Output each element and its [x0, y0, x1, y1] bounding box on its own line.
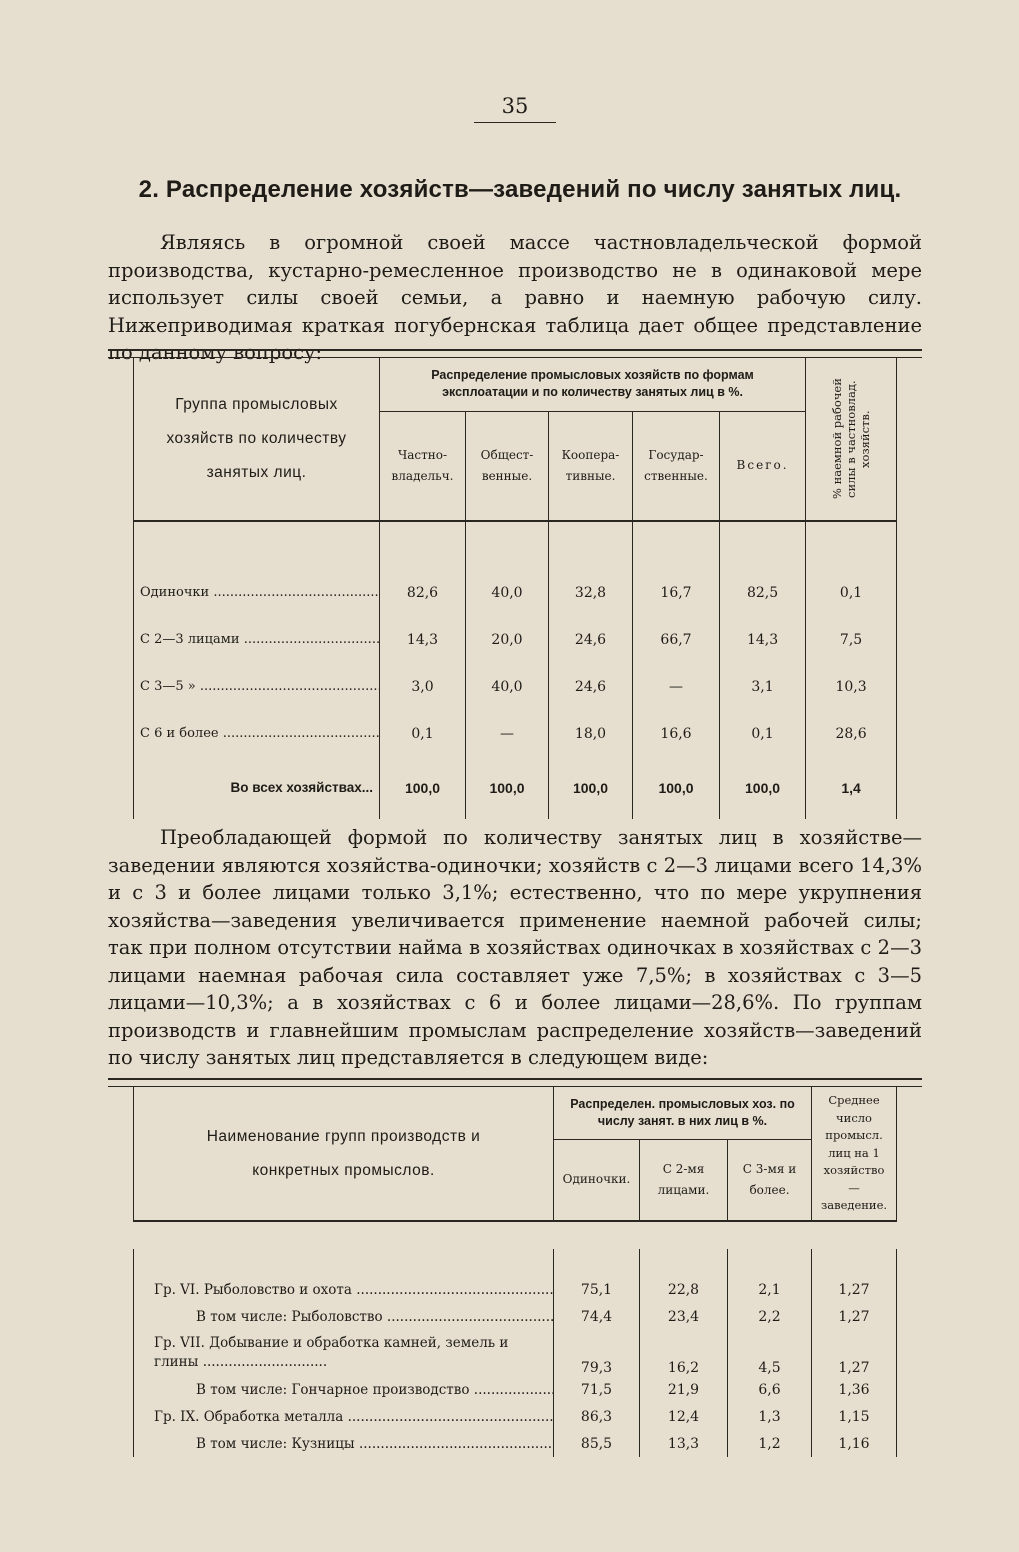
cell-value: 2,1: [728, 1276, 812, 1303]
cell-value: 100,0: [720, 757, 806, 819]
cell-value: 100,0: [466, 757, 549, 819]
cell-value: 1,4: [806, 757, 897, 819]
cell-value: 23,4: [640, 1303, 728, 1330]
total-label: Во всех хозяйствах: [230, 780, 362, 795]
row-label: В том числе: Кузницы .....: [196, 1436, 554, 1452]
table-total-row: Во всех хозяйствах... 100,0 100,0 100,0 100,0 100,0 1,4: [134, 757, 897, 819]
cell-value: 40,0: [466, 569, 549, 616]
table1-hired-labor-label: % наемной рабочей силы в частновлад. хозяйств.: [830, 378, 873, 499]
cell-value: 1,36: [812, 1376, 897, 1403]
cell-value: 0,1: [806, 569, 897, 616]
row-label: Гр. VI. Рыболовство и охота .....: [154, 1282, 554, 1298]
table-row: [134, 1430, 897, 1457]
cell-value: 14,3: [380, 616, 466, 663]
cell-value: 13,3: [640, 1430, 728, 1457]
table-by-production-groups: [133, 1087, 897, 1457]
table1-col-cooperative: Коопера-тивные.: [549, 411, 633, 521]
cell-value: 32,8: [549, 569, 633, 616]
table-row: [134, 710, 897, 757]
cell-value: 3,0: [380, 663, 466, 710]
row-label: С 2—3 лицами .....: [140, 632, 380, 647]
cell-value: 3,1: [720, 663, 806, 710]
table-row: [134, 569, 897, 616]
row-label: В том числе: Гончарное производство .....: [196, 1382, 554, 1398]
table-row: [134, 616, 897, 663]
cell-value: 1,2: [728, 1430, 812, 1457]
cell-value: 66,7: [633, 616, 720, 663]
cell-value: 82,5: [720, 569, 806, 616]
cell-value: 74,4: [554, 1303, 640, 1330]
cell-value: 2,2: [728, 1303, 812, 1330]
cell-value: 10,3: [806, 663, 897, 710]
table-row: [134, 1376, 897, 1403]
cell-value: 75,1: [554, 1276, 640, 1303]
cell-value: 40,0: [466, 663, 549, 710]
cell-value: 24,6: [549, 616, 633, 663]
cell-value: 16,2: [640, 1330, 728, 1376]
cell-value: 86,3: [554, 1403, 640, 1430]
table1-span-header: Распределение промысловых хозяйств по формам эксплоатации и по количеству занятых лиц в %.: [380, 357, 806, 411]
row-label: С 6 и более .....: [140, 726, 380, 741]
cell-value: 22,8: [640, 1276, 728, 1303]
cell-value: 12,4: [640, 1403, 728, 1430]
cell-value: 85,5: [554, 1430, 640, 1457]
row-label: Одиночки .....: [140, 585, 380, 600]
cell-value: 100,0: [549, 757, 633, 819]
cell-value: 79,3: [554, 1330, 640, 1376]
table1-group-header: Группа промысловых хозяйств по количеству занятых лиц.: [134, 357, 380, 521]
cell-value: 1,15: [812, 1403, 897, 1430]
table1-col-private: Частно-владельч.: [380, 411, 466, 521]
main-paragraph-text: Преобладающей формой по количеству занятых лиц в хозяйстве—заведении являются хозяйства-одиночки; хозяйств с 2—3 лицами всего 14,3% и с 3 и более лицами только 3,1%; естественно, что по мере укрупнения хозяйства—заведения увеличивается применение наемной рабочей силы; так при полном отсутствии найма в хозяйствах одиночках в хозяйствах с 2—3 лицами наемная рабочая сила составляет уже 7,5%; в хозяйствах с 3—5 лицами—10,3%; а в хозяйствах с 6 и более лицами—28,6%. По группам производств и главнейшим промыслам распределение хозяйств—заведений по числу занятых лиц представляется в следующем виде:: [108, 826, 922, 1069]
row-label: Гр. VII. Добывание и обработка камней, земель и глины: [154, 1335, 509, 1370]
row-label: С 3—5 » .....: [140, 679, 380, 694]
cell-value: 7,5: [806, 616, 897, 663]
cell-value: —: [633, 663, 720, 710]
table1-col-total: Всего.: [720, 411, 806, 521]
table-row: [134, 1403, 897, 1430]
cell-value: 28,6: [806, 710, 897, 757]
cell-value: 16,6: [633, 710, 720, 757]
intro-paragraph: [108, 229, 922, 367]
cell-value: —: [466, 710, 549, 757]
table-distribution-by-persons: [133, 357, 897, 819]
table1-col-state: Государ-ственные.: [633, 411, 720, 521]
row-label: В том числе: Рыболовство .....: [196, 1309, 554, 1325]
table-row: Гр. VII. Добывание и обработка камней, земель и глины ............................. 79,3 16,2 4,5 1,27: [134, 1330, 897, 1376]
intro-paragraph-text: Являясь в огромной своей массе частновладельческой формой производства, кустарно-ремесленное производство не в одинаковой мере использует силы своей семьи, а равно и наемную рабочую силу. Нижеприводимая краткая погубернская таблица дает общее представление по данному вопросу:: [108, 231, 922, 364]
cell-value: 24,6: [549, 663, 633, 710]
main-paragraph: [108, 824, 922, 1072]
cell-value: 0,1: [380, 710, 466, 757]
cell-value: 1,27: [812, 1276, 897, 1303]
table1-hired-labor-header: [806, 357, 897, 521]
cell-value: 14,3: [720, 616, 806, 663]
cell-value: 0,1: [720, 710, 806, 757]
table2-span-header: Распределен. промысловых хоз. по числу занят. в них лиц в %.: [554, 1087, 812, 1139]
page-number: 35: [474, 94, 556, 123]
table1-col-public: Общест-венные.: [466, 411, 549, 521]
cell-value: 100,0: [380, 757, 466, 819]
cell-value: 20,0: [466, 616, 549, 663]
table2-top-rule: [108, 1078, 922, 1087]
table-row: [134, 663, 897, 710]
table2-col-three-plus: С 3-мя и более.: [728, 1139, 812, 1221]
table2-col-single: Одиночки.: [554, 1139, 640, 1221]
cell-value: 1,27: [812, 1303, 897, 1330]
cell-value: 21,9: [640, 1376, 728, 1403]
table-row: [134, 1303, 897, 1330]
cell-value: 16,7: [633, 569, 720, 616]
cell-value: 1,16: [812, 1430, 897, 1457]
cell-value: 1,27: [812, 1330, 897, 1376]
cell-value: 6,6: [728, 1376, 812, 1403]
cell-value: 4,5: [728, 1330, 812, 1376]
cell-value: 18,0: [549, 710, 633, 757]
table2-col-two: С 2-мя лицами.: [640, 1139, 728, 1221]
row-label: Гр. IX. Обработка металла .....: [154, 1409, 554, 1425]
section-title: 2. Распределение хозяйств—заведений по числу занятых лиц.: [138, 176, 902, 203]
cell-value: 82,6: [380, 569, 466, 616]
cell-value: 100,0: [633, 757, 720, 819]
table2-average-header: Среднее число промысл. лиц на 1 хозяйство—заведение.: [812, 1087, 897, 1221]
table-row: [134, 1276, 897, 1303]
cell-value: 1,3: [728, 1403, 812, 1430]
table2-group-header: Наименование групп производств и конкретных промыслов.: [134, 1087, 554, 1221]
cell-value: 71,5: [554, 1376, 640, 1403]
